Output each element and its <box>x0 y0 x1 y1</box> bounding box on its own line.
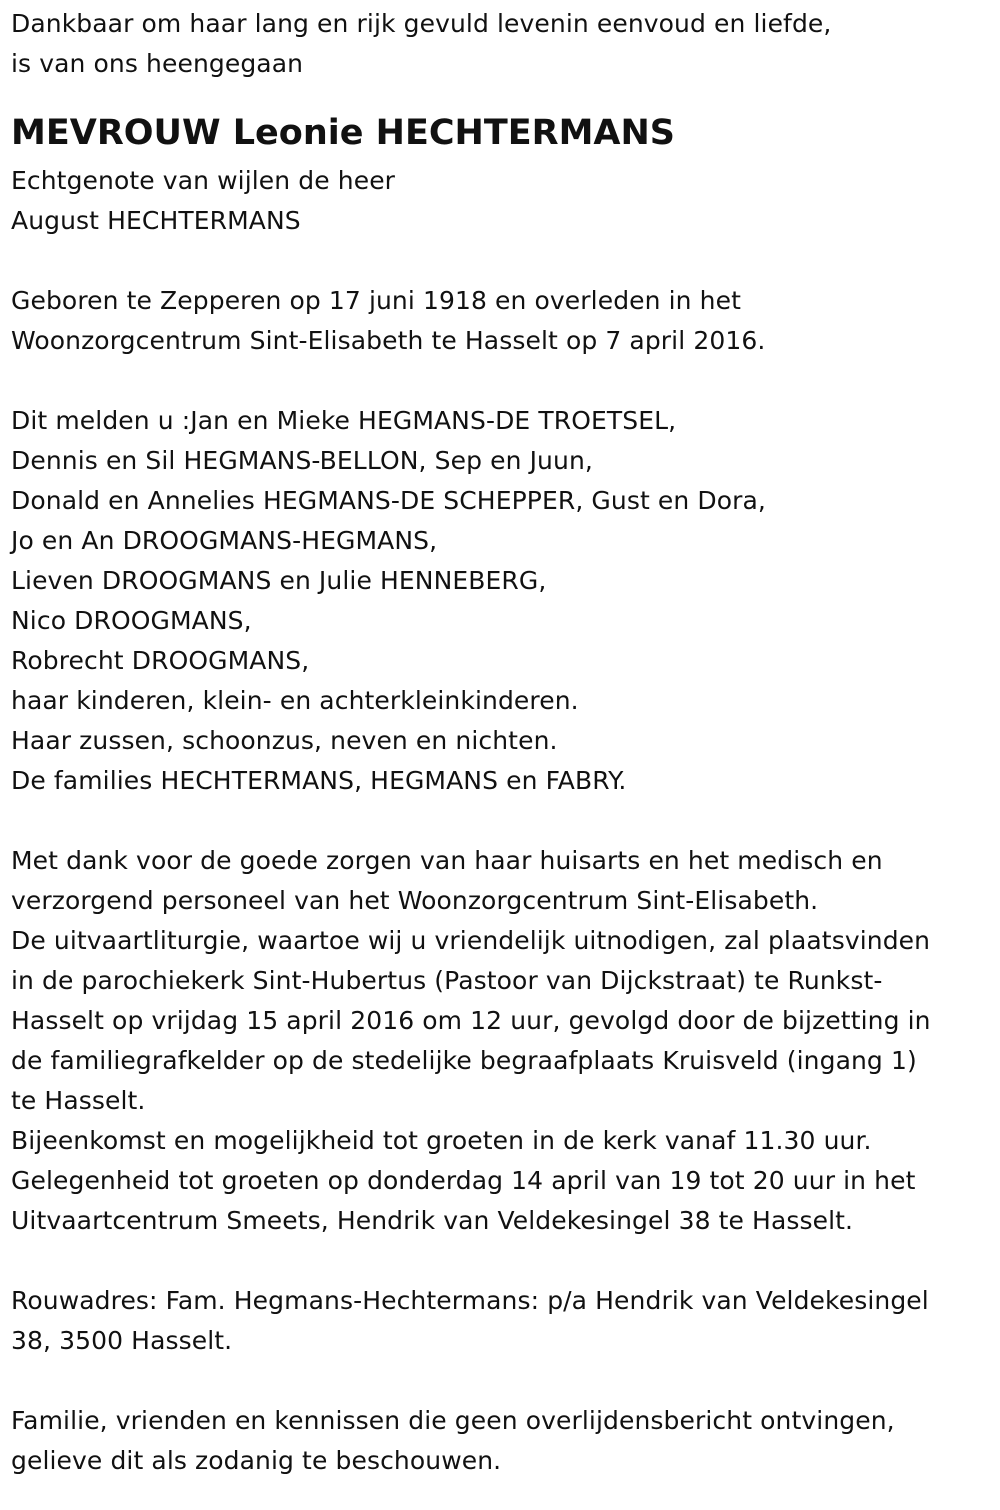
ceremony-line: Met dank voor de goede zorgen van haar huisarts en het medisch en <box>11 846 883 875</box>
obituary-notice <box>11 4 991 1481</box>
intro-line: is van ons heengegaan <box>11 49 304 78</box>
spacer <box>11 361 991 401</box>
address-section <box>11 1281 991 1361</box>
spacer <box>11 801 991 841</box>
family-line: Nico DROOGMANS, <box>11 606 252 635</box>
family-line: De families HECHTERMANS, HEGMANS en FABRY. <box>11 766 627 795</box>
birth-death-section <box>11 281 991 361</box>
closing-line: Familie, vrienden en kennissen die geen overlijdensbericht ontvingen, <box>11 1406 895 1435</box>
closing-section <box>11 1401 991 1481</box>
ceremony-line: Gelegenheid tot groeten op donderdag 14 april van 19 tot 20 uur in het <box>11 1166 916 1195</box>
ceremony-line: de familiegrafkelder op de stedelijke begraafplaats Kruisveld (ingang 1) <box>11 1046 917 1075</box>
ceremony-section <box>11 841 991 1241</box>
ceremony-line: te Hasselt. <box>11 1086 146 1115</box>
family-line: Dit melden u :Jan en Mieke HEGMANS-DE TROETSEL, <box>11 406 677 435</box>
ceremony-line: Uitvaartcentrum Smeets, Hendrik van Veldekesingel 38 te Hasselt. <box>11 1206 854 1235</box>
deceased-name: MEVROUW Leonie HECHTERMANS <box>11 113 675 153</box>
ceremony-line: verzorgend personeel van het Woonzorgcentrum Sint-Elisabeth. <box>11 886 819 915</box>
closing-line: gelieve dit als zodanig te beschouwen. <box>11 1446 502 1475</box>
spacer <box>11 241 991 281</box>
birth-death-line: Geboren te Zepperen op 17 juni 1918 en overleden in het <box>11 286 741 315</box>
address-line: Rouwadres: Fam. Hegmans-Hechtermans: p/a Hendrik van Veldekesingel <box>11 1286 929 1315</box>
family-section <box>11 401 991 801</box>
spouse-line: August HECHTERMANS <box>11 206 301 235</box>
intro-section <box>11 4 991 84</box>
intro-line: Dankbaar om haar lang en rijk gevuld levenin eenvoud en liefde, <box>11 9 832 38</box>
address-line: 38, 3500 Hasselt. <box>11 1326 233 1355</box>
ceremony-line: in de parochiekerk Sint-Hubertus (Pastoor van Dijckstraat) te Runkst- <box>11 966 883 995</box>
family-line: Dennis en Sil HEGMANS-BELLON, Sep en Juun, <box>11 446 593 475</box>
family-line: Donald en Annelies HEGMANS-DE SCHEPPER, Gust en Dora, <box>11 486 766 515</box>
family-line: haar kinderen, klein- en achterkleinkinderen. <box>11 686 579 715</box>
ceremony-line: Hasselt op vrijdag 15 april 2016 om 12 uur, gevolgd door de bijzetting in <box>11 1006 931 1035</box>
ceremony-line: Bijeenkomst en mogelijkheid tot groeten in de kerk vanaf 11.30 uur. <box>11 1126 872 1155</box>
spouse-section <box>11 161 991 241</box>
ceremony-line: De uitvaartliturgie, waartoe wij u vriendelijk uitnodigen, zal plaatsvinden <box>11 926 931 955</box>
birth-death-line: Woonzorgcentrum Sint-Elisabeth te Hasselt op 7 april 2016. <box>11 326 766 355</box>
spacer <box>11 1241 991 1281</box>
family-line: Robrecht DROOGMANS, <box>11 646 310 675</box>
spouse-line: Echtgenote van wijlen de heer <box>11 166 396 195</box>
family-line: Haar zussen, schoonzus, neven en nichten. <box>11 726 558 755</box>
spacer <box>11 1361 991 1401</box>
family-line: Lieven DROOGMANS en Julie HENNEBERG, <box>11 566 547 595</box>
family-line: Jo en An DROOGMANS-HEGMANS, <box>11 526 438 555</box>
